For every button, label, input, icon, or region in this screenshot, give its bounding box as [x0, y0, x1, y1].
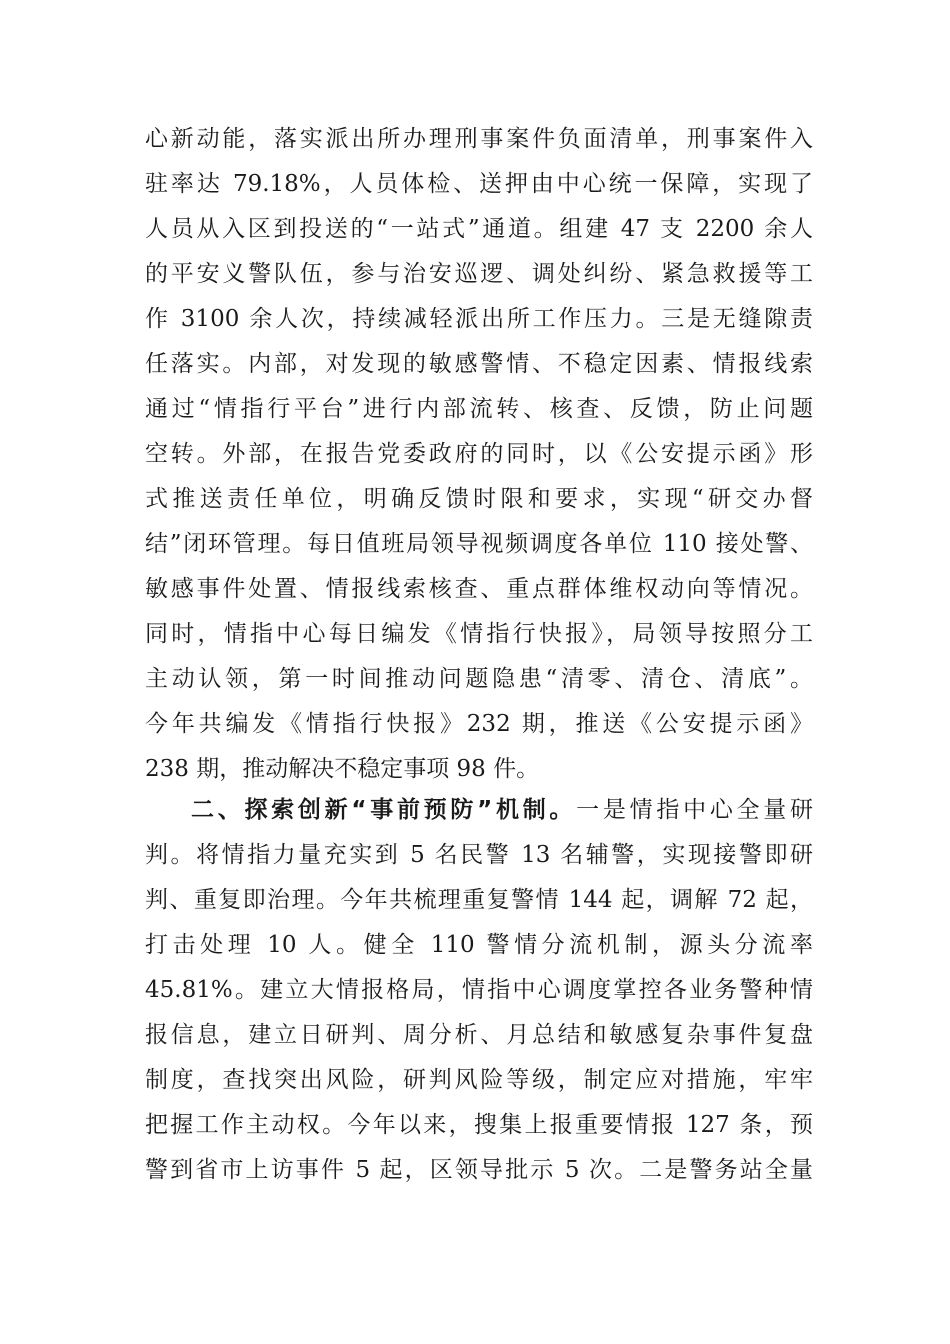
- paragraph-1: [145, 117, 813, 792]
- paragraph-1-line: 人员从入区到投送的“一站式”通道。组建 47 支 2200 余人: [145, 216, 813, 242]
- paragraph-1-line: 式推送责任单位，明确反馈时限和要求，实现“研交办督: [145, 486, 813, 512]
- paragraph-1-line: 驻率达 79.18%，人员体检、送押由中心统一保障，实现了: [145, 171, 813, 197]
- paragraph-2-first-line: [145, 788, 813, 833]
- section-heading: 二、探索创新“事前预防”机制。: [191, 797, 577, 823]
- paragraph-2-line: 报信息，建立日研判、周分析、月总结和敏感复杂事件复盘: [145, 1022, 813, 1048]
- paragraph-2-line: 制度，查找突出风险，研判风险等级，制定应对措施，牢牢: [145, 1067, 813, 1093]
- paragraph-1-line: 空转。外部，在报告党委政府的同时，以《公安提示函》形: [145, 441, 813, 467]
- paragraph-2-line: 判、重复即治理。今年共梳理重复警情 144 起，调解 72 起，: [145, 887, 813, 913]
- paragraph-2-first-line-text: 一是情指中心全量研: [576, 797, 813, 823]
- paragraph-1-line: 的平安义警队伍，参与治安巡逻、调处纠纷、紧急救援等工: [145, 261, 813, 287]
- paragraph-1-line: 主动认领，第一时间推动问题隐患“清零、清仓、清底”。: [145, 666, 813, 692]
- paragraph-1-line: 今年共编发《情指行快报》232 期，推送《公安提示函》: [145, 711, 813, 737]
- paragraph-2-line: 把握工作主动权。今年以来，搜集上报重要情报 127 条，预: [145, 1112, 813, 1138]
- paragraph-1-line: 通过“情指行平台”进行内部流转、核查、反馈，防止问题: [145, 396, 813, 422]
- paragraph-2: [145, 788, 813, 1193]
- paragraph-1-line: 同时，情指中心每日编发《情指行快报》，局领导按照分工: [145, 621, 813, 647]
- paragraph-1-line: 作 3100 余人次，持续减轻派出所工作压力。三是无缝隙责: [145, 306, 813, 332]
- paragraph-1-line: 任落实。内部，对发现的敏感警情、不稳定因素、情报线索: [145, 351, 813, 377]
- paragraph-2-line: 判。将情指力量充实到 5 名民警 13 名辅警，实现接警即研: [145, 842, 813, 868]
- paragraph-2-line: 45.81%。建立大情报格局，情指中心调度掌控各业务警种情: [145, 977, 813, 1003]
- paragraph-2-line: 打击处理 10 人。健全 110 警情分流机制，源头分流率: [145, 932, 813, 958]
- paragraph-1-line: 心新动能，落实派出所办理刑事案件负面清单，刑事案件入: [145, 126, 813, 152]
- paragraph-1-line: 敏感事件处置、情报线索核查、重点群体维权动向等情况。: [145, 576, 813, 602]
- paragraph-2-line: 警到省市上访事件 5 起，区领导批示 5 次。二是警务站全量: [145, 1157, 813, 1183]
- paragraph-1-line: 238 期，推动解决不稳定事项 98 件。: [145, 756, 540, 782]
- paragraph-1-line: 结”闭环管理。每日值班局领导视频调度各单位 110 接处警、: [145, 531, 813, 557]
